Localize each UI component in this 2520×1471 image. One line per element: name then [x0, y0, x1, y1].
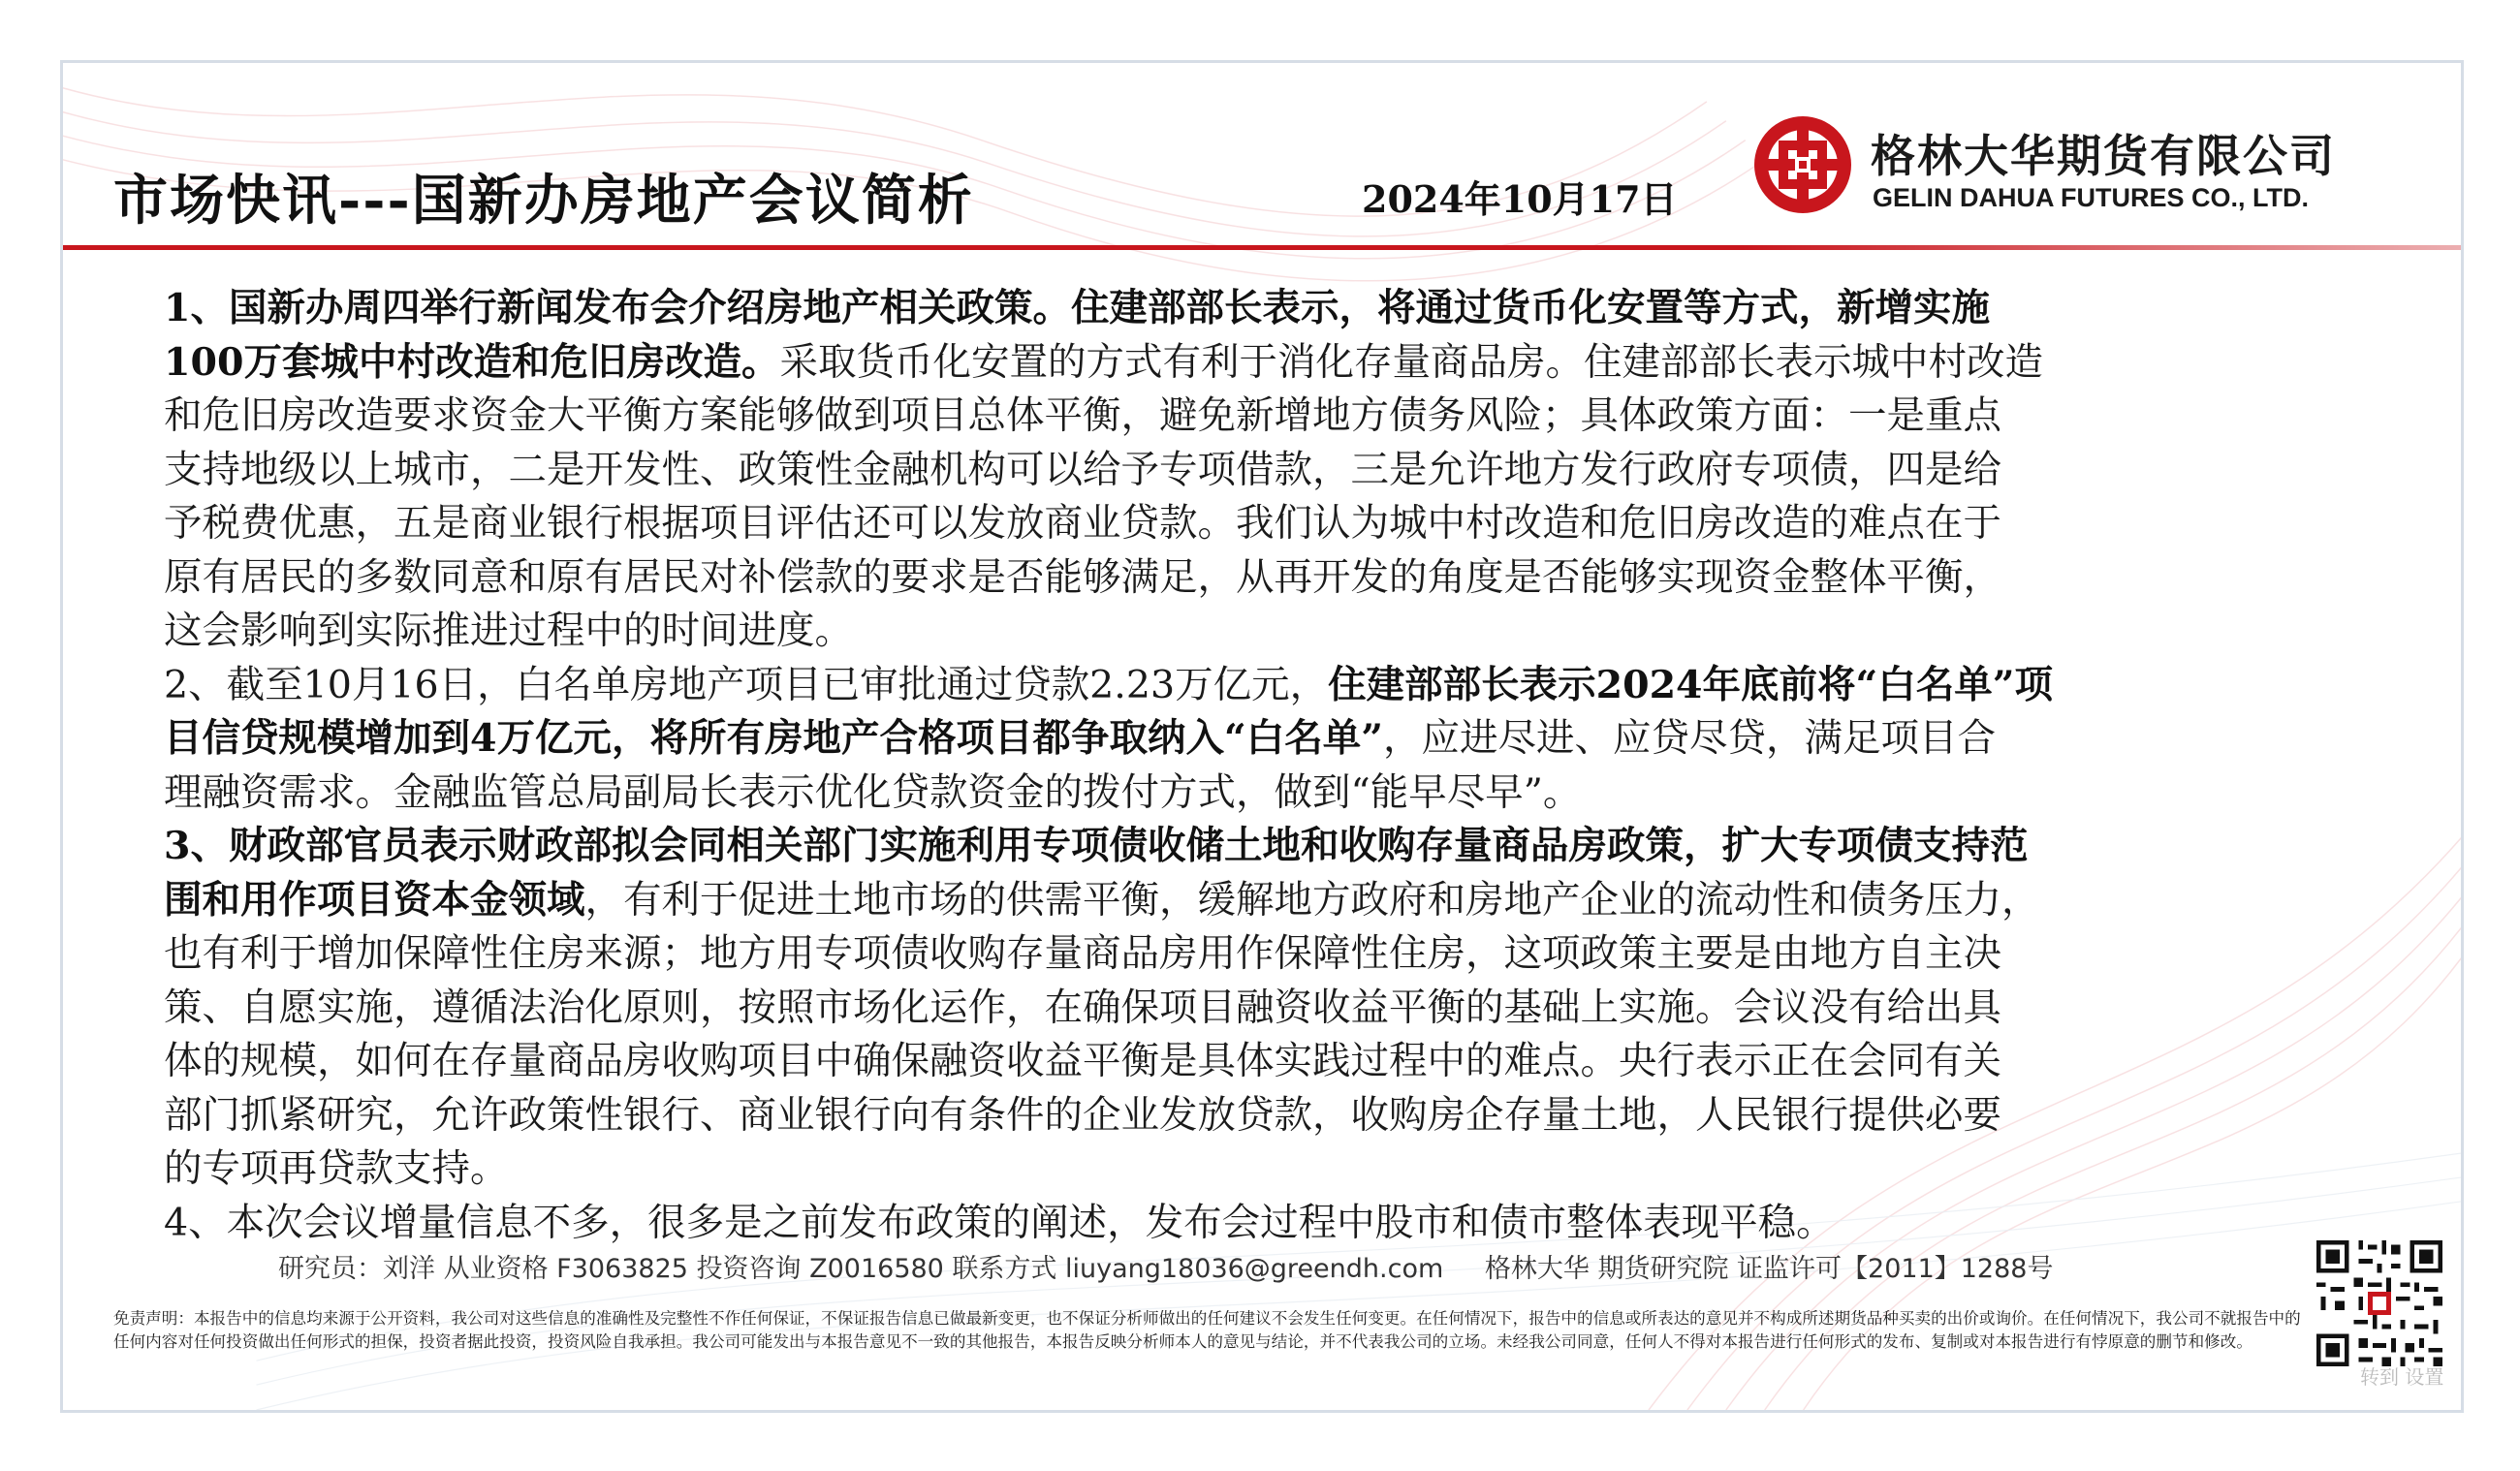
paragraph-line	[164, 1089, 2412, 1143]
text-run: ，有利于促进土地市场的供需平衡，缓解地方政府和房地产企业的流动性和债务压力，	[584, 877, 2040, 923]
paragraph-1	[164, 282, 2412, 659]
paragraph-line	[164, 551, 2412, 606]
text-run: 采取货币化安置的方式有利于消化存量商品房。住建部部长表示城中村改造	[779, 339, 2043, 385]
paragraph-4	[164, 1197, 2412, 1251]
paragraph-line	[164, 982, 2412, 1036]
paragraph-line	[164, 282, 2412, 336]
text-run: 4、本次会议增量信息不多，很多是之前发布政策的阐述，发布会过程中股市和债市整体表现平稳。	[164, 1200, 1835, 1245]
text-run: 和危旧房改造要求资金大平衡方案能够做到项目总体平衡，避免新增地方债务风险；具体政策方面：一是重点	[164, 393, 2001, 438]
text-run: 2、截至10月16日，白名单房地产项目已审批通过贷款2.23万亿元，	[164, 662, 1329, 707]
paragraph-2	[164, 659, 2412, 821]
paragraph-line	[164, 767, 2412, 821]
bold-text-run: 住建部部长表示2024年底前将“白名单”项	[1328, 662, 2053, 707]
paragraph-line	[164, 874, 2412, 928]
text-run: 原有居民的多数同意和原有居民对补偿款的要求是否能够满足，从再开发的角度是否能够实现资金整体平衡，	[164, 554, 2001, 600]
text-run: 的专项再贷款支持。	[164, 1146, 509, 1191]
text-run: 部门抓紧研究，允许政策性银行、商业银行向有条件的企业发放贷款，收购房企存量土地，人民银行提供必要	[164, 1092, 2001, 1138]
header-divider	[63, 245, 2461, 250]
text-run: 也有利于增加保障性住房来源；地方用专项债收购存量商品房用作保障性住房，这项政策主要是由地方自主决	[164, 931, 2001, 976]
qr-code-icon	[2312, 1236, 2447, 1371]
bold-text-run: 1、国新办周四举行新闻发布会介绍房地产相关政策。住建部部长表示，将通过货币化安置等方式，新增实施	[164, 286, 1990, 330]
logo-english-name: GELIN DAHUA FUTURES CO., LTD.	[1873, 183, 2309, 212]
disclaimer: 免责声明：本报告中的信息均来源于公开资料，我公司对这些信息的准确性及完整性不作任何保证，不保证报告信息已做最新变更，也不保证分析师做出的任何建议不会发生任何变更。在任何情况下，报告中的信息或所表达的意见并不构成所述期货品种买卖的出价或询价。在任何情况下，我公司不就报告中的任何内容对任何投资做出任何形式的担保，投资者据此投资，投资风险自我承担。我公司可能发出与本报告意见不一致的其他报告，本报告反映分析师本人的意见与结论，并不代表我公司的立场。未经我公司同意，任何人不得对本报告进行任何形式的发布、复制或对本报告进行有悖原意的删节和修改。	[113, 1309, 2301, 1351]
logo-chinese-name: 格林大华期货有限公司	[1871, 130, 2336, 182]
gelin-dahua-logo-icon	[1749, 111, 1856, 218]
company-logo	[1749, 111, 2428, 237]
bold-text-run: 100万套城中村改造和危旧房改造。	[164, 339, 780, 385]
paragraph-line	[164, 659, 2412, 713]
paragraph-line	[164, 390, 2412, 444]
text-run: 策、自愿实施，遵循法治化原则，按照市场化运作，在确保项目融资收益平衡的基础上实施。会议没有给出具	[164, 985, 2001, 1030]
text-run: ，应进尽进、应贷尽贷，满足项目合	[1382, 716, 1996, 761]
report-slide	[60, 60, 2464, 1413]
institute-info: 格林大华 期货研究院 证监许可【2011】1288号	[1484, 1254, 2054, 1284]
paragraph-line	[164, 605, 2412, 659]
qr-caption: 转到 设置	[2360, 1365, 2444, 1389]
text-run: 体的规模，如何在存量商品房收购项目中确保融资收益平衡是具体实践过程中的难点。央行表示正在会同有关	[164, 1039, 2001, 1083]
text-run: 这会影响到实际推进过程中的时间进度。	[164, 609, 853, 653]
paragraph-line	[164, 336, 2412, 391]
researcher-info: 研究员：刘洋 从业资格 F3063825 投资咨询 Z0016580 联系方式 liuyang18036@greendh.com	[278, 1254, 1444, 1284]
paragraph-3	[164, 820, 2412, 1197]
text-run: 理融资需求。金融监管总局副局长表示优化贷款资金的拨付方式，做到“能早尽早”。	[164, 769, 1582, 815]
bold-text-run: 围和用作项目资本金领域	[164, 877, 585, 923]
report-date: 2024年10月17日	[1362, 177, 1678, 221]
report-body	[164, 282, 2412, 1250]
paragraph-line	[164, 497, 2412, 551]
paragraph-line	[164, 1197, 2412, 1251]
text-run: 支持地级以上城市，二是开发性、政策性金融机构可以给予专项借款，三是允许地方发行政府专项债，四是给	[164, 447, 2001, 492]
bold-text-run: 3、财政部官员表示财政部拟会同相关部门实施利用专项债收储土地和收购存量商品房政策，扩大专项债支持范	[164, 824, 2029, 868]
paragraph-line	[164, 444, 2412, 498]
paragraph-line	[164, 820, 2412, 874]
paragraph-line	[164, 1142, 2412, 1197]
text-run: 予税费优惠，五是商业银行根据项目评估还可以发放商业贷款。我们认为城中村改造和危旧房改造的难点在于	[164, 501, 2001, 546]
page-title: 市场快讯---国新办房地产会议简析	[113, 169, 974, 233]
paragraph-line	[164, 927, 2412, 982]
footer-credits	[278, 1247, 2086, 1285]
paragraph-line	[164, 712, 2412, 767]
bold-text-run: 目信贷规模增加到4万亿元，将所有房地产合格项目都争取纳入“白名单”	[164, 716, 1383, 761]
header	[63, 63, 2461, 257]
paragraph-line	[164, 1035, 2412, 1089]
